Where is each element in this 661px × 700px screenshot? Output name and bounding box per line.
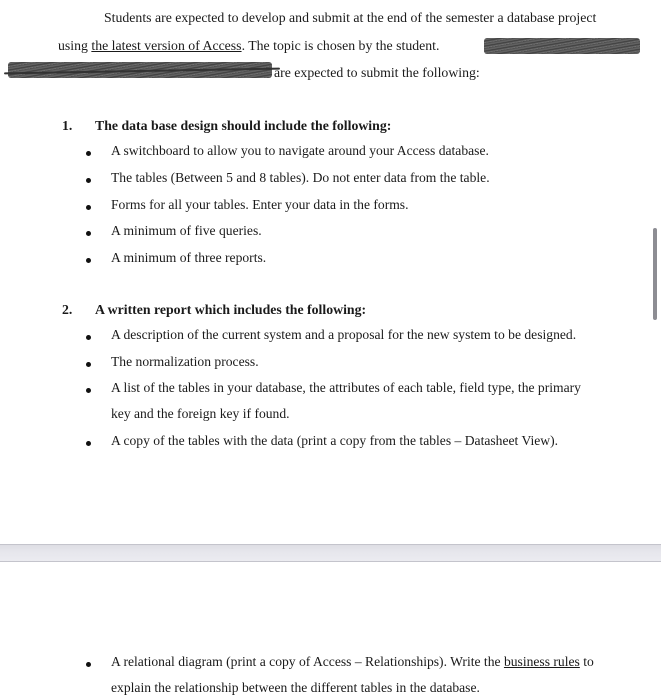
section-2-heading: A written report which includes the following:	[95, 302, 367, 317]
bullet-icon	[86, 362, 91, 367]
intro-line-2	[58, 38, 439, 54]
section-1-item-1: A switchboard to allow you to navigate around your Access database.	[111, 143, 489, 158]
bullet-icon	[86, 205, 91, 210]
section-2-item-3-line-2: key and the foreign key if found.	[111, 406, 290, 421]
section-2-item-2: The normalization process.	[111, 354, 259, 369]
bullet-icon	[86, 388, 91, 393]
section-1-heading: The data base design should include the following:	[95, 118, 392, 133]
section-1-item-2: The tables (Between 5 and 8 tables). Do not enter data from the table.	[111, 170, 490, 185]
next-page-item-line-2: explain the relationship between the different tables in the database.	[111, 680, 480, 695]
section-2-item-3-line-1: A list of the tables in your database, the attributes of each table, field type, the primary	[111, 380, 581, 395]
bullet-icon	[86, 258, 91, 263]
section-1-item-4: A minimum of five queries.	[111, 223, 262, 238]
intro-line-3: are expected to submit the following:	[274, 65, 480, 80]
bullet-icon	[86, 151, 91, 156]
bullet-icon	[86, 441, 91, 446]
next-page-item-prefix: A relational diagram (print a copy of Access – Relationships). Write the	[111, 654, 504, 669]
page-break-top-edge	[0, 544, 661, 545]
section-1-number: 1.	[62, 118, 73, 133]
bullet-icon	[86, 662, 91, 667]
redaction-scribble-1	[484, 38, 640, 54]
section-2-item-1: A description of the current system and a proposal for the new system to be designed.	[111, 327, 577, 342]
bullet-icon	[86, 335, 91, 340]
next-page-item-suffix: to	[579, 654, 594, 669]
intro-line-1: Students are expected to develop and submit at the end of the semester a database project	[104, 10, 597, 25]
next-page-item-line-1	[111, 654, 594, 670]
vertical-scrollbar-thumb[interactable]	[653, 228, 657, 320]
page-break	[0, 544, 661, 562]
business-rules-text: business rules	[503, 654, 580, 669]
intro-line-2-prefix: using	[58, 38, 92, 53]
section-1-item-5: A minimum of three reports.	[111, 250, 267, 265]
bullet-icon	[86, 178, 91, 183]
access-version-link-text: the latest version of Access	[91, 38, 242, 53]
intro-line-2-suffix: . The topic is chosen by the student.	[241, 38, 440, 53]
bullet-icon	[86, 231, 91, 236]
page-break-bottom-edge	[0, 561, 661, 562]
section-2-item-4: A copy of the tables with the data (print a copy from the tables – Datasheet View).	[111, 433, 559, 448]
section-1-item-3: Forms for all your tables. Enter your data in the forms.	[111, 197, 409, 212]
section-2-number: 2.	[62, 302, 73, 317]
